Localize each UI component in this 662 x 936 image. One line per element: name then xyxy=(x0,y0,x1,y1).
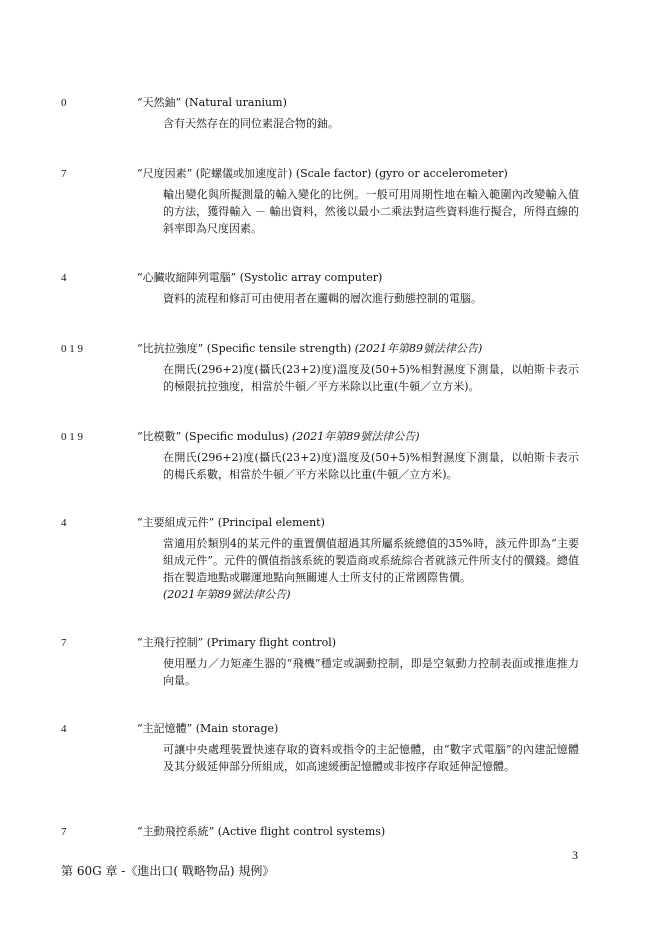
definition-body: 可讓中央處理裝置快速存取的資料或指令的主記憶體，由“數字式電腦”的內建記憶體及其分級延伸部分所組成，如高速緩衝記憶體或非按序存取延伸記憶體。 xyxy=(163,743,579,773)
definition-text xyxy=(163,655,579,689)
definition-text xyxy=(163,186,579,237)
term-note: (2021年第89號法律公告) xyxy=(292,430,420,443)
term-text: “主動飛控系統” (Active flight control systems) xyxy=(137,825,386,838)
term-heading xyxy=(137,96,287,110)
definition-body: 使用壓力／力矩產生器的“飛機”穩定或調動控制，即是空氣動力控制表面或推進推力向量。 xyxy=(163,657,579,687)
definition-body: 在開氏(296+2)度(攝氏(23+2)度)溫度及(50+5)%相對濕度下測量，以帕斯卡表示的極限抗拉強度，相當於牛頓／平方米除以比重(牛頓／立方米)。 xyxy=(163,363,579,393)
definition-text xyxy=(163,449,579,483)
term-text: “比抗拉強度” (Specific tensile strength) xyxy=(137,342,355,355)
term-text: “主記憶體” (Main storage) xyxy=(137,722,279,735)
category-code: 4 xyxy=(61,723,67,735)
category-code: 0 xyxy=(61,97,67,109)
term-text: “主要組成元件” (Principal element) xyxy=(137,516,325,529)
term-heading xyxy=(137,516,325,530)
page-number: 3 xyxy=(572,848,578,862)
term-heading xyxy=(137,271,382,285)
term-heading xyxy=(137,722,278,736)
definition-body: 資料的流程和修訂可由使用者在邏輯的層次進行動態控制的電腦。 xyxy=(163,292,482,305)
term-text: “比模數” (Specific modulus) xyxy=(137,430,293,443)
category-code: 7 xyxy=(61,168,67,180)
term-heading xyxy=(137,430,420,444)
category-code: 4 xyxy=(61,272,67,284)
term-heading xyxy=(137,825,385,839)
definition-text xyxy=(163,361,579,395)
definition-text xyxy=(163,535,579,603)
definition-body: 當適用於類別4的某元件的重置價值超過其所屬系統總值的35%時，該元件即為“主要組成元件”。元件的價值指該系統的製造商或系統綜合者就該元件所支付的價錢。總值指在製造地點或聯運地點向無關連人士所支付的正常國際售價。 xyxy=(163,537,579,584)
definition-body: 輸出變化與所擬測量的輸入變化的比例。一般可用周期性地在輸入範圍內改變輸入值的方法，獲得輸入 － 輸出資料，然後以最小二乘法對這些資料進行擬合，所得直線的斜率即為尺度因素。 xyxy=(163,188,579,235)
term-text: “主飛行控制” (Primary flight control) xyxy=(137,636,337,649)
term-heading xyxy=(137,167,508,181)
category-code: 4 xyxy=(61,517,67,529)
definition-note: (2021年第89號法律公告) xyxy=(163,588,291,601)
definition-text xyxy=(163,290,579,307)
term-text: “心臟收縮陣列電腦” (Systolic array computer) xyxy=(137,271,383,284)
definition-text xyxy=(163,741,579,775)
category-code: 7 xyxy=(61,826,67,838)
term-text: “天然鈾” (Natural uranium) xyxy=(137,96,287,109)
definition-text xyxy=(163,115,579,132)
term-text: “尺度因素” (陀螺儀或加速度計) (Scale factor) (gyro or accelerometer) xyxy=(137,167,508,180)
category-code: 0 1 9 xyxy=(61,431,83,443)
term-note: (2021年第89號法律公告) xyxy=(354,342,483,355)
category-code: 7 xyxy=(61,637,67,649)
category-code: 0 1 9 xyxy=(61,343,83,355)
term-heading xyxy=(137,636,336,650)
definition-body: 在開氏(296+2)度(攝氏(23+2)度)溫度及(50+5)%相對濕度下測量，以帕斯卡表示的楊氏系數，相當於牛頓／平方米除以比重(牛頓／立方米)。 xyxy=(163,451,579,481)
page-footer: 第 60G 章 -《進出口( 戰略物品) 規例》 xyxy=(61,864,275,878)
definition-body: 含有天然存在的同位素混合物的鈾。 xyxy=(163,117,339,130)
term-heading xyxy=(137,342,482,356)
